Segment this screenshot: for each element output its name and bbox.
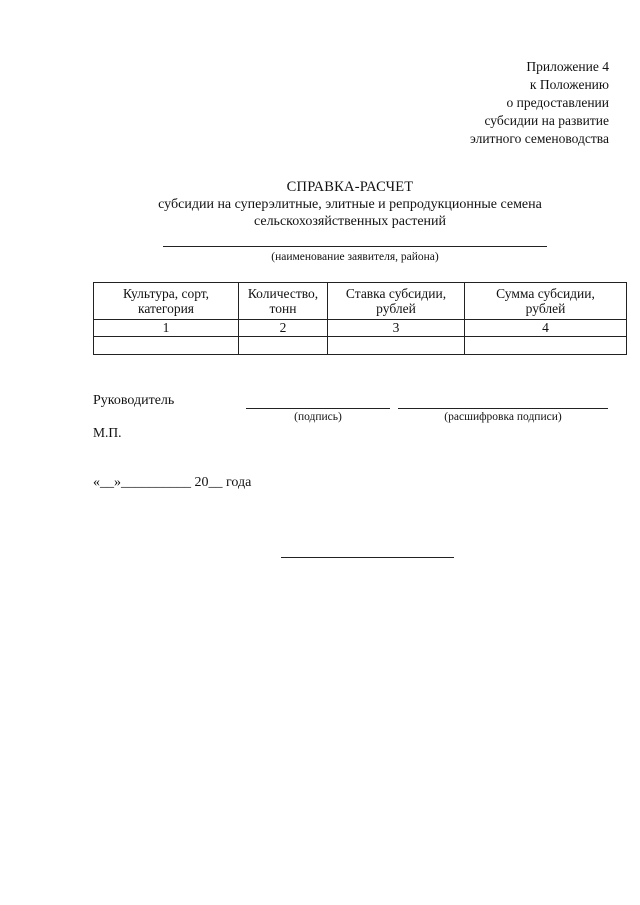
header-amount [465, 283, 627, 320]
header-rate-line-2: рублей [376, 301, 416, 316]
appendix-line: о предоставлении [506, 95, 609, 110]
appendix-note [470, 58, 609, 148]
table-row [94, 337, 627, 355]
subsidy-calculation-table [93, 282, 627, 355]
appendix-line: Приложение 4 [526, 59, 609, 74]
table-column-number-row [94, 320, 627, 337]
date-line: «__»__________ 20__ года [93, 475, 252, 490]
stamp-label: М.П. [93, 425, 122, 440]
header-crop-line-2: категория [137, 301, 195, 316]
head-label: Руководитель [93, 393, 175, 408]
table-header-row [94, 283, 627, 320]
column-number: 2 [239, 320, 328, 337]
signature-decode-line [398, 408, 608, 409]
header-crop [94, 283, 239, 320]
applicant-name-caption: (наименование заявителя, района) [271, 251, 439, 263]
table-cell [239, 337, 328, 355]
table-cell [465, 337, 627, 355]
header-quantity [239, 283, 328, 320]
appendix-line: элитного семеноводства [470, 131, 609, 146]
column-number: 4 [465, 320, 627, 337]
table-cell [94, 337, 239, 355]
signature-decode-caption: (расшифровка подписи) [444, 411, 562, 423]
header-rate [328, 283, 465, 320]
header-amount-line-1: Сумма субсидии, [496, 286, 595, 301]
signature-line [246, 408, 390, 409]
table-cell [328, 337, 465, 355]
header-amount-line-2: рублей [525, 301, 566, 316]
column-number: 1 [94, 320, 239, 337]
document-subtitle-line-2: сельскохозяйственных растений [253, 214, 447, 229]
document-title-block [0, 178, 640, 230]
header-crop-line-1: Культура, сорт, [122, 286, 210, 301]
header-rate-line-1: Ставка субсидии, [345, 286, 447, 301]
signature-caption: (подпись) [294, 411, 342, 423]
document-subtitle-line-1: субсидии на суперэлитные, элитные и репродукционные семена [158, 197, 542, 212]
applicant-name-line [163, 246, 547, 247]
header-quantity-line-1: Количество, [247, 286, 319, 301]
header-quantity-line-2: тонн [269, 301, 297, 316]
document-title: СПРАВКА-РАСЧЕТ [286, 179, 414, 195]
column-number: 3 [328, 320, 465, 337]
appendix-line: к Положению [529, 77, 609, 92]
bottom-divider [281, 557, 454, 558]
appendix-line: субсидии на развитие [484, 113, 609, 128]
